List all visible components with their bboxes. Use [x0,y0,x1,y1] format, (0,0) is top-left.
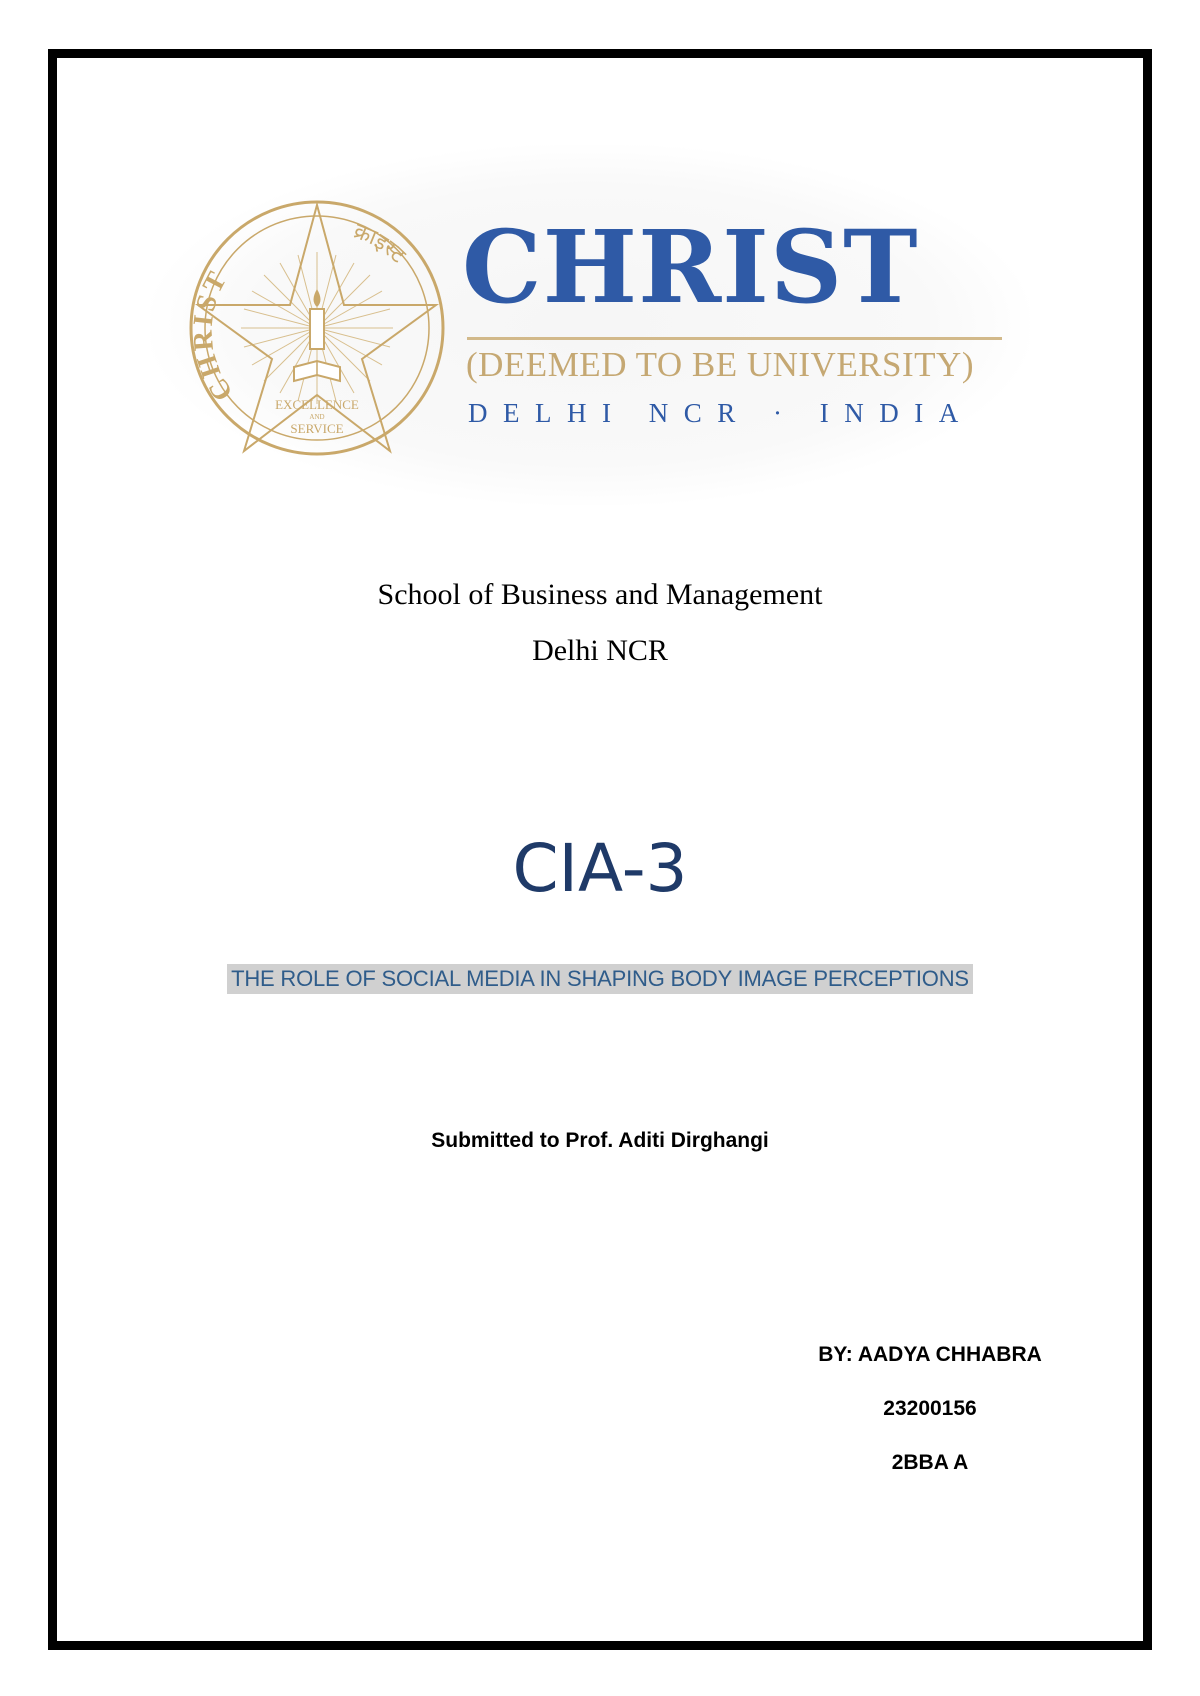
seal-right-text: क्राइस्ट [349,218,411,269]
campus-name: Delhi NCR [532,634,668,667]
seal-motto-bottom: SERVICE [290,421,344,436]
assessment-heading: CIA-3 [512,830,688,907]
university-logo [150,145,1030,505]
report-title: THE ROLE OF SOCIAL MEDIA IN SHAPING BODY IMAGE PERCEPTIONS [227,964,973,994]
svg-text:क्राइस्ट [350,219,411,269]
university-location: DELHI NCR · INDIA [468,398,974,428]
university-wordmark: CHRIST [462,208,919,326]
university-seal-icon [186,197,448,459]
seal-left-text: CHRIST [187,264,240,407]
submitted-to: Submitted to Prof. Aditi Dirghangi [431,1129,769,1152]
author-block [760,1342,1100,1504]
seal-motto-and: AND [309,413,325,421]
school-name: School of Business and Management [377,578,823,611]
class-section: 2BBA A [891,1451,969,1474]
author-name: BY: AADYA CHHABRA [818,1343,1042,1366]
report-title-wrapper [0,964,1200,994]
roll-number: 23200156 [883,1397,977,1420]
svg-text:CHRIST [187,265,239,407]
university-status: (DEEMED TO BE UNIVERSITY) [466,345,974,384]
seal-motto-top: EXCELLENCE [275,397,359,412]
wordmark-divider [467,337,1002,340]
